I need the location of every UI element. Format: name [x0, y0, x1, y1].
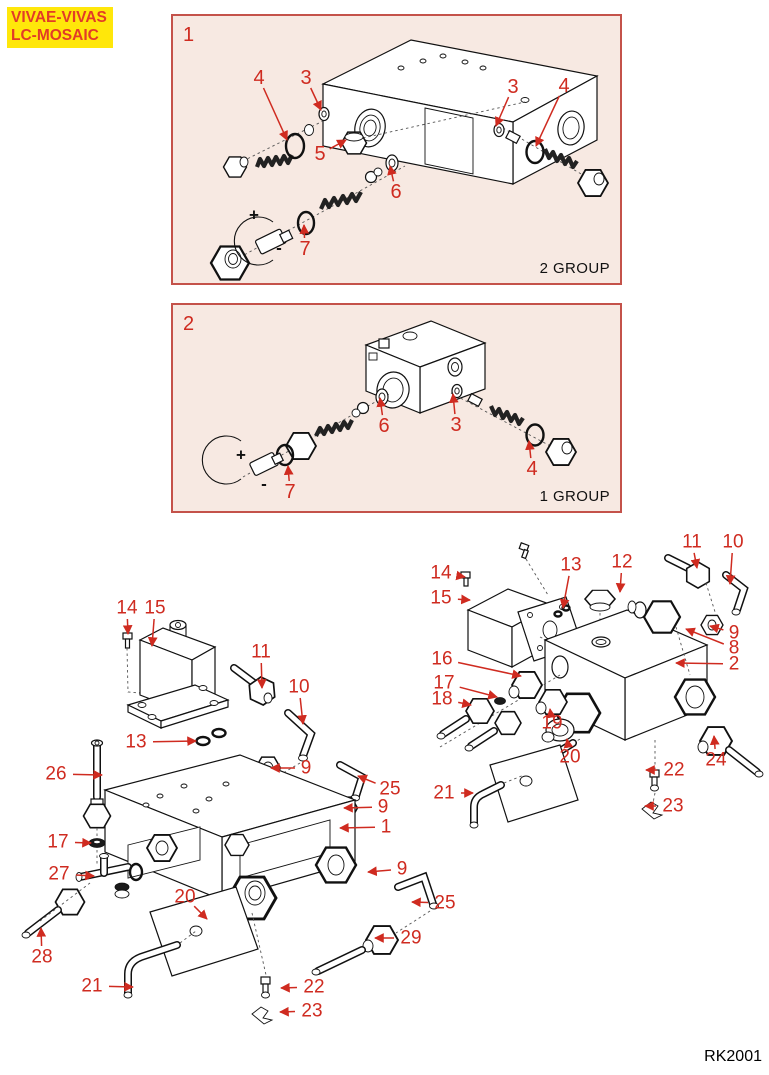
panel-number: 1 [183, 24, 195, 46]
callout-number-9: 9 [728, 622, 740, 644]
drain-screw-22a [252, 913, 270, 998]
panel-caption: 2 GROUP [539, 260, 610, 277]
right-assembly [437, 543, 763, 828]
callout-number-27: 27 [48, 863, 70, 885]
elbow-25b [396, 877, 439, 933]
callout-number-8: 8 [728, 637, 740, 659]
callout-number-26: 26 [45, 763, 67, 785]
callout-number-10: 10 [722, 531, 744, 553]
callout-number-29: 29 [400, 927, 422, 949]
callout-number-11: 11 [682, 531, 702, 553]
callout-number-9: 9 [396, 858, 408, 880]
callout-number-22: 22 [663, 759, 685, 781]
drain-screw-22b [650, 740, 659, 803]
callout-number-25: 25 [434, 892, 456, 914]
callout-number-14: 14 [116, 597, 138, 619]
model-badge [7, 7, 113, 48]
callout-number-4: 4 [253, 67, 265, 89]
callout-number-20: 20 [559, 746, 581, 768]
adjust-minus-mark: - [261, 474, 267, 494]
callout-number-16: 16 [431, 648, 453, 670]
left-assembly [22, 621, 439, 1025]
callout-number-10: 10 [288, 676, 310, 698]
callout-number-21: 21 [433, 782, 455, 804]
callout-number-14: 14 [430, 562, 452, 584]
callout-number-22: 22 [303, 976, 325, 998]
callout-number-13: 13 [125, 731, 147, 753]
adjuster-cartridge-line-1group [202, 389, 391, 484]
solenoid-screw-14b [461, 572, 470, 586]
callout-number-13: 13 [560, 554, 582, 576]
callout-number-23: 23 [301, 1000, 323, 1022]
badge-line1: VIVAE-VIVAS [11, 9, 107, 26]
callout-number-28: 28 [31, 946, 53, 968]
o-ring-17a [89, 839, 105, 848]
panel-number: 2 [183, 313, 195, 335]
adjust-minus-mark: - [276, 238, 282, 258]
clip-23b [642, 802, 662, 819]
panel-2group-art [173, 16, 620, 283]
callout-number-3: 3 [450, 414, 462, 436]
callout-number-23: 23 [662, 795, 684, 817]
callout-number-12: 12 [611, 551, 633, 573]
callout-number-3: 3 [507, 76, 519, 98]
callout-number-6: 6 [378, 415, 390, 437]
plate-screw [519, 543, 548, 595]
hex-washer-9c [701, 615, 723, 634]
callout-number-3: 3 [300, 67, 312, 89]
panel-1group-art [173, 305, 620, 511]
callout-number-19: 19 [541, 712, 563, 734]
callout-number-4: 4 [558, 75, 570, 97]
callout-number-21: 21 [81, 975, 103, 997]
badge-line2: LC-MOSAIC [11, 27, 99, 44]
callout-number-17: 17 [47, 831, 69, 853]
callout-number-15: 15 [430, 587, 452, 609]
callout-number-6: 6 [390, 181, 402, 203]
assemblies-art [0, 515, 769, 1075]
o-rings-13 [197, 729, 226, 745]
callout-number-25: 25 [379, 778, 401, 800]
callout-number-24: 24 [705, 749, 727, 771]
upper-left-cartridge-line [224, 108, 330, 178]
callout-number-17: 17 [433, 672, 455, 694]
callout-number-7: 7 [284, 481, 296, 503]
adjust-plus-mark: + [249, 205, 259, 225]
solenoid-coil [128, 621, 228, 729]
callout-number-9: 9 [377, 796, 389, 818]
fitting-11 [234, 668, 280, 709]
panel-caption: 1 GROUP [539, 488, 610, 505]
callout-number-18: 18 [431, 688, 453, 710]
callout-number-5: 5 [314, 143, 326, 165]
adjust-plus-mark: + [236, 445, 246, 465]
fitting-24 [698, 727, 763, 777]
drawing-code: RK2001 [704, 1048, 762, 1065]
callout-number-2: 2 [728, 653, 740, 675]
panel-2group [171, 14, 622, 285]
right-cartridge-line-1group [451, 385, 576, 466]
callout-number-1: 1 [380, 816, 392, 838]
clip-23a [252, 1007, 272, 1024]
callout-number-11: 11 [251, 641, 271, 663]
fitting-29 [312, 926, 398, 975]
callout-number-15: 15 [144, 597, 166, 619]
elbow-10b [726, 575, 744, 615]
callout-number-20: 20 [174, 886, 196, 908]
callout-number-7: 7 [299, 238, 311, 260]
fitting-11b [668, 558, 716, 615]
callout-number-4: 4 [526, 458, 538, 480]
panel-1group [171, 303, 622, 513]
pipe-28 [22, 883, 90, 938]
callout-number-9: 9 [300, 757, 312, 779]
